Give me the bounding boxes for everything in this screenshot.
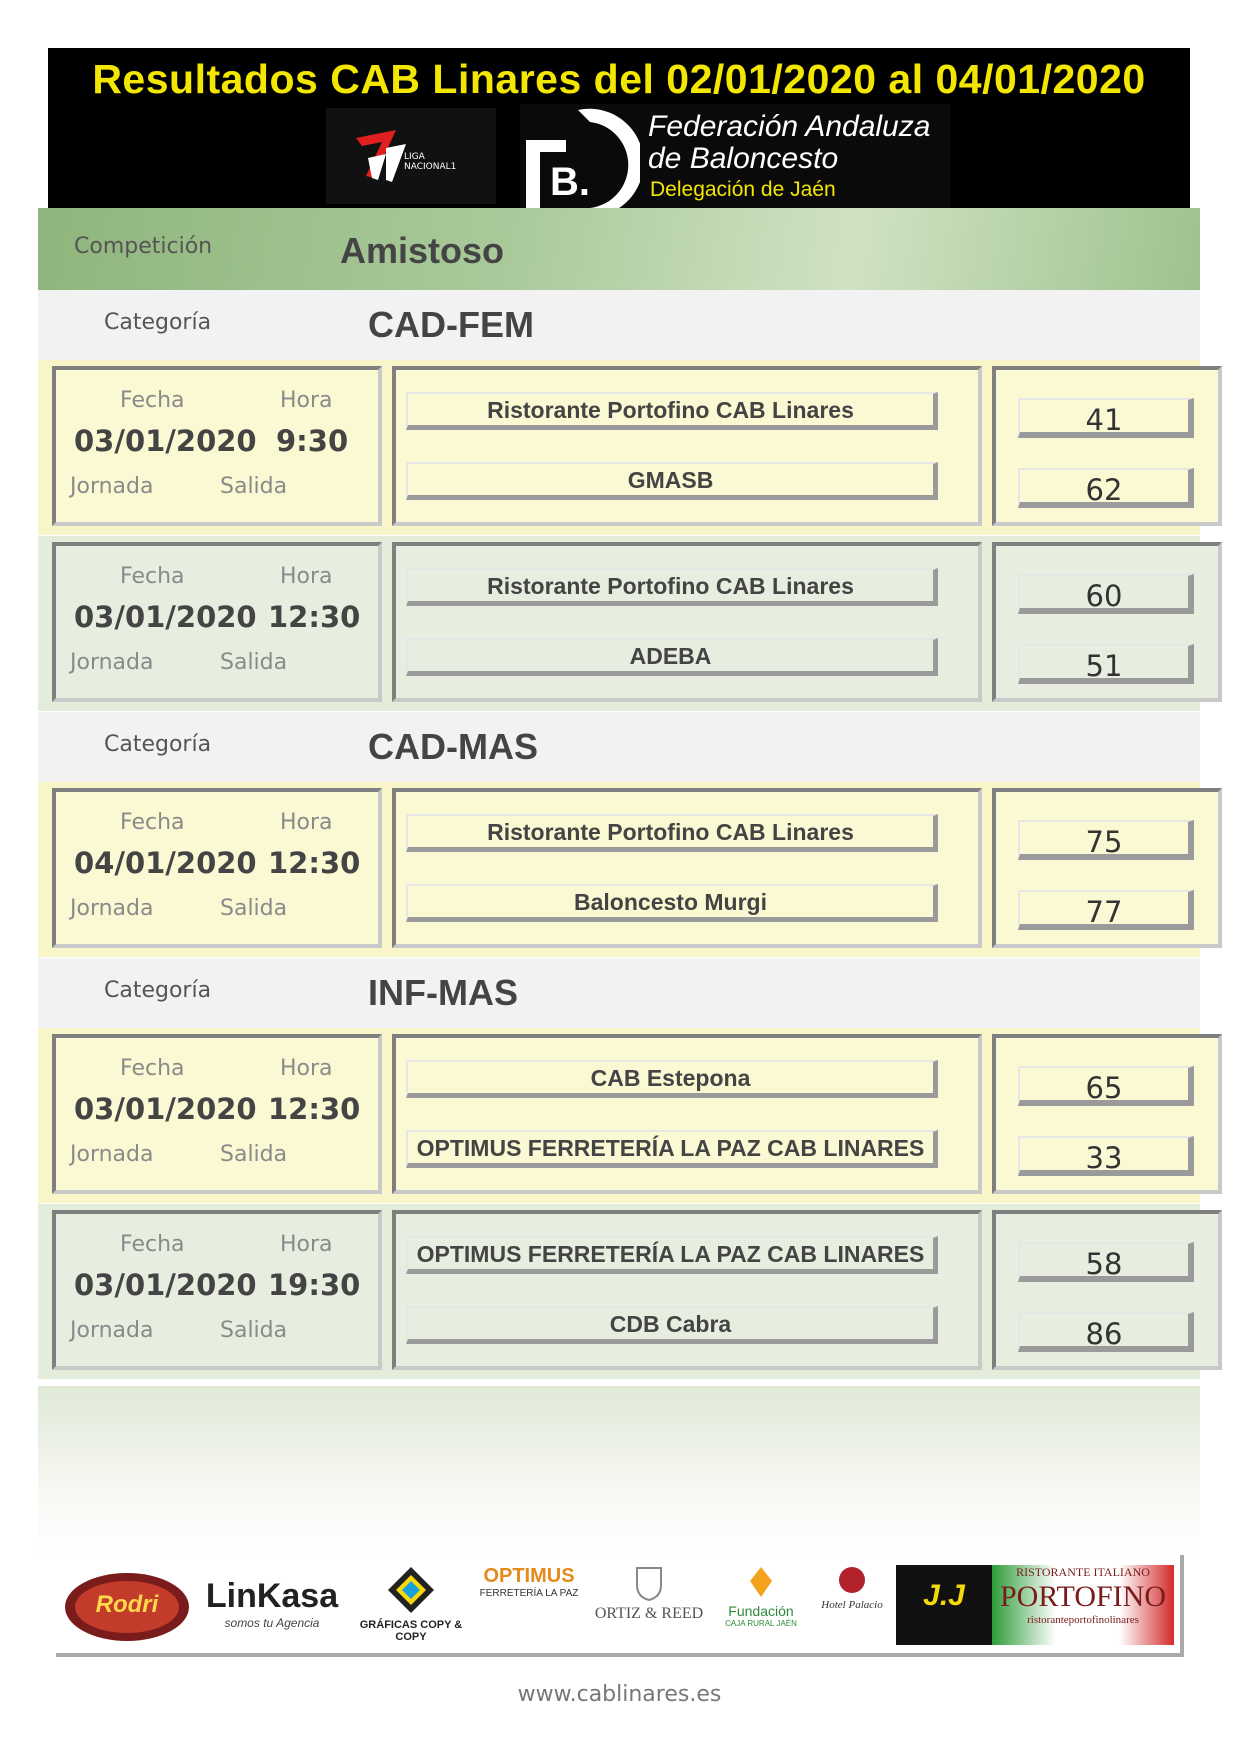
rodri-label: Rodri (95, 1591, 159, 1618)
match-date: 03/01/2020 (74, 1268, 257, 1302)
hora-label: Hora (280, 810, 333, 835)
home-team: Ristorante Portofino CAB Linares (406, 568, 938, 606)
match-info (52, 366, 382, 526)
ortiz-reed-shield-icon (634, 1565, 664, 1601)
hora-label: Hora (280, 1056, 333, 1081)
home-score: 65 (1018, 1066, 1194, 1106)
away-team: Baloncesto Murgi (406, 884, 938, 922)
sponsor-hotel (814, 1565, 890, 1645)
match-scores (992, 1034, 1222, 1194)
away-team: OPTIMUS FERRETERÍA LA PAZ CAB LINARES (406, 1130, 938, 1168)
salida-label: Salida (220, 474, 288, 499)
away-team: CDB Cabra (406, 1306, 938, 1344)
portofino-top: RISTORANTE ITALIANO (1016, 1565, 1150, 1579)
hora-label: Hora (280, 564, 333, 589)
match-teams (392, 788, 982, 948)
salida-label: Salida (220, 650, 288, 675)
match-row (38, 536, 1200, 711)
hora-label: Hora (280, 1232, 333, 1257)
ortiz-reed-label: ORTIZ & REED (594, 1605, 704, 1622)
match-row (38, 1204, 1200, 1379)
away-score: 33 (1018, 1136, 1194, 1176)
category-value: CAD-MAS (368, 726, 538, 767)
competicion-label: Competición (74, 234, 213, 259)
home-score: 60 (1018, 574, 1194, 614)
sponsor-fundacion (716, 1565, 806, 1645)
fundacion-sub: CAJA RURAL JAÉN (725, 1619, 797, 1628)
sponsor-copy-copy (356, 1565, 466, 1645)
optimus-sub: FERRETERÍA LA PAZ (479, 1588, 579, 1599)
fundacion-leaf-icon (746, 1565, 776, 1599)
match-scores (992, 366, 1222, 526)
jornada-label: Jornada (70, 650, 154, 675)
federacion-name-line1: Federación Andaluza (648, 110, 931, 143)
website-link[interactable]: www.cablinares.es (517, 1682, 722, 1707)
sponsor-optimus (474, 1565, 584, 1645)
federacion-logo (520, 104, 950, 208)
salida-label: Salida (220, 896, 288, 921)
match-scores (992, 542, 1222, 702)
jornada-label: Jornada (70, 1142, 154, 1167)
header-banner (48, 48, 1190, 208)
match-date: 04/01/2020 (74, 846, 257, 880)
category-band (38, 290, 1200, 360)
portofino-label: PORTOFINO (999, 1580, 1166, 1613)
jj-label: J.J (923, 1579, 965, 1612)
salida-label: Salida (220, 1142, 288, 1167)
home-team: CAB Estepona (406, 1060, 938, 1098)
match-row (38, 782, 1200, 957)
match-scores (992, 788, 1222, 948)
away-team: ADEBA (406, 638, 938, 676)
decorative-court-band (38, 1386, 1200, 1556)
page-title: Resultados CAB Linares del 02/01/2020 al 04/01/2020 (92, 56, 1146, 102)
categoria-label: Categoría (104, 978, 212, 1003)
home-team: OPTIMUS FERRETERÍA LA PAZ CAB LINARES (406, 1236, 938, 1274)
match-date: 03/01/2020 (74, 1092, 257, 1126)
home-score: 75 (1018, 820, 1194, 860)
sponsor-portofino (992, 1565, 1174, 1645)
home-score: 41 (1018, 398, 1194, 438)
copy-copy-label: GRÁFICAS COPY & COPY (359, 1619, 463, 1643)
jornada-label: Jornada (70, 474, 154, 499)
match-info (52, 542, 382, 702)
match-row (38, 1028, 1200, 1203)
home-score: 58 (1018, 1242, 1194, 1282)
liga-nacional-logo (326, 108, 496, 204)
linkasa-tagline: somos tu Agencia (224, 1616, 320, 1630)
match-time: 12:30 (268, 1092, 361, 1126)
home-team: Ristorante Portofino CAB Linares (406, 392, 938, 430)
linkasa-label: LinKasa (205, 1577, 339, 1615)
fundacion-label: Fundación (728, 1603, 794, 1619)
match-info (52, 1034, 382, 1194)
match-teams (392, 1210, 982, 1370)
jornada-label: Jornada (70, 896, 154, 921)
categoria-label: Categoría (104, 310, 212, 335)
federacion-name-line2: de Baloncesto (648, 142, 839, 175)
match-teams (392, 1034, 982, 1194)
away-score: 77 (1018, 890, 1194, 930)
match-date: 03/01/2020 (74, 424, 257, 458)
match-time: 12:30 (268, 600, 361, 634)
away-score: 86 (1018, 1312, 1194, 1352)
category-value: CAD-FEM (368, 304, 534, 345)
categoria-label: Categoría (104, 732, 212, 757)
optimus-label: OPTIMUS (483, 1565, 575, 1587)
fecha-label: Fecha (120, 1232, 185, 1257)
sponsors-strip (56, 1555, 1184, 1657)
sponsor-rodri (62, 1565, 192, 1645)
match-time: 19:30 (268, 1268, 361, 1302)
match-time: 12:30 (268, 846, 361, 880)
salida-label: Salida (220, 1318, 288, 1343)
federacion-delegacion: Delegación de Jaén (650, 178, 836, 201)
match-info (52, 788, 382, 948)
federacion-mark: B. (550, 160, 590, 204)
sponsor-jj (896, 1565, 992, 1645)
away-score: 51 (1018, 644, 1194, 684)
competition-value: Amistoso (340, 230, 505, 271)
fecha-label: Fecha (120, 564, 185, 589)
hotel-crest-icon (837, 1565, 867, 1595)
sponsor-linkasa (202, 1565, 342, 1645)
match-teams (392, 366, 982, 526)
match-teams (392, 542, 982, 702)
fecha-label: Fecha (120, 810, 185, 835)
match-time: 9:30 (276, 424, 349, 458)
match-row (38, 360, 1200, 535)
fecha-label: Fecha (120, 388, 185, 413)
away-team: GMASB (406, 462, 938, 500)
fecha-label: Fecha (120, 1056, 185, 1081)
category-band (38, 958, 1200, 1028)
match-scores (992, 1210, 1222, 1370)
hora-label: Hora (280, 388, 333, 413)
copy-copy-logo-icon (386, 1565, 436, 1615)
away-score: 62 (1018, 468, 1194, 508)
jornada-label: Jornada (70, 1318, 154, 1343)
home-team: Ristorante Portofino CAB Linares (406, 814, 938, 852)
portofino-url: ristoranteportofinolinares (1027, 1614, 1139, 1626)
match-date: 03/01/2020 (74, 600, 257, 634)
category-band (38, 712, 1200, 782)
sponsor-ortiz-reed (590, 1565, 708, 1645)
category-value: INF-MAS (368, 972, 518, 1013)
match-info (52, 1210, 382, 1370)
liga-logo-text: LIGA NACIONAL1 (404, 152, 457, 172)
hotel-label: Hotel Palacio (821, 1599, 883, 1611)
competition-band (38, 208, 1200, 290)
